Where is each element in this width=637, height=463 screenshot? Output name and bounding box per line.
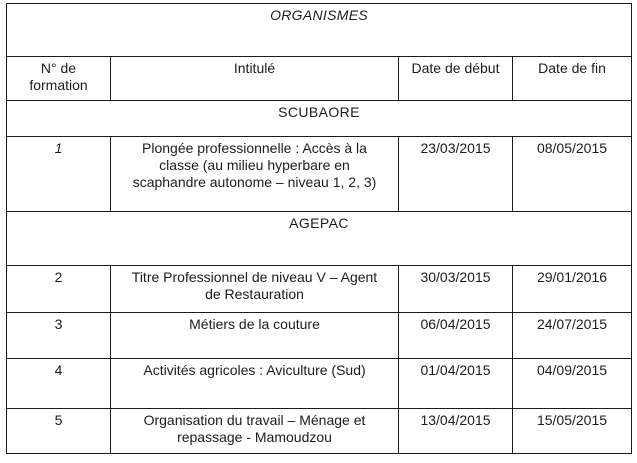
start-date: 01/04/2015 bbox=[399, 359, 513, 409]
row-number: 4 bbox=[7, 359, 111, 409]
start-date: 06/04/2015 bbox=[399, 313, 513, 359]
table-row bbox=[7, 137, 632, 212]
course-title: Métiers de la couture bbox=[111, 313, 399, 359]
section-header-scubaore bbox=[7, 101, 632, 137]
row-number: 3 bbox=[7, 313, 111, 359]
formations-table bbox=[6, 3, 632, 454]
section-name: SCUBAORE bbox=[7, 101, 632, 137]
column-header-row bbox=[7, 57, 632, 101]
table-row bbox=[7, 359, 632, 409]
start-date: 30/03/2015 bbox=[399, 266, 513, 313]
course-title: Plongée professionnelle : Accès à la classe (au milieu hyperbare en scaphandre autonome – niveau 1, 2, 3) bbox=[111, 137, 399, 212]
table-row bbox=[7, 313, 632, 359]
row-number: 1 bbox=[7, 137, 111, 212]
start-date: 13/04/2015 bbox=[399, 409, 513, 454]
course-title: Titre Professionnel de niveau V – Agent de Restauration bbox=[111, 266, 399, 313]
end-date: 08/05/2015 bbox=[513, 137, 632, 212]
section-header-agepac bbox=[7, 212, 632, 266]
table-title: ORGANISMES bbox=[7, 4, 632, 57]
end-date: 24/07/2015 bbox=[513, 313, 632, 359]
table-row bbox=[7, 409, 632, 454]
end-date: 29/01/2016 bbox=[513, 266, 632, 313]
end-date: 15/05/2015 bbox=[513, 409, 632, 454]
table-row bbox=[7, 266, 632, 313]
column-header-date-debut: Date de début bbox=[399, 57, 513, 101]
column-header-date-fin: Date de fin bbox=[513, 57, 632, 101]
row-number: 2 bbox=[7, 266, 111, 313]
end-date: 04/09/2015 bbox=[513, 359, 632, 409]
table-title-row bbox=[7, 4, 632, 57]
column-header-numero: N° de formation bbox=[7, 57, 111, 101]
course-title: Activités agricoles : Aviculture (Sud) bbox=[111, 359, 399, 409]
course-title: Organisation du travail – Ménage et repassage - Mamoudzou bbox=[111, 409, 399, 454]
section-name: AGEPAC bbox=[7, 212, 632, 266]
start-date: 23/03/2015 bbox=[399, 137, 513, 212]
column-header-intitule: Intitulé bbox=[111, 57, 399, 101]
row-number: 5 bbox=[7, 409, 111, 454]
